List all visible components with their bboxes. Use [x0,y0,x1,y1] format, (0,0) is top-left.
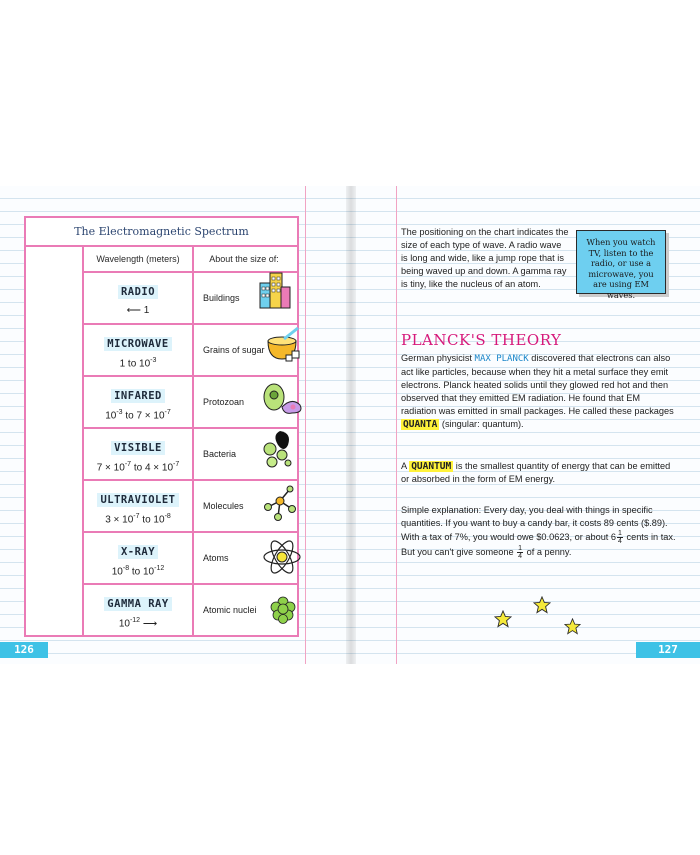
wave-name: MICROWAVE [104,337,171,351]
wavelength-range: $7 \times 10^{-7}$ to $4 \times 10^{-7}$ [96,461,180,474]
wave-name: GAMMA RAY [104,597,171,611]
fraction-numerator: 1 [518,545,523,552]
size-comparison: Buildings [203,293,240,303]
wavelength-header: Wavelength (meters) [96,254,180,264]
wavelength-range: ⟵ 1 [126,305,150,316]
atomic-nucleus-icon [268,595,298,630]
tv-callout-box: When you watch TV, listen to the radio, or use a microwave, you are using EM waves. [576,230,666,294]
table-divider [82,531,297,533]
max-planck-name: MAX PLANCK [474,354,529,364]
text-span: cents in tax. But you can't give someone [401,531,676,557]
fraction-one-quarter [517,545,523,560]
wavelength-range: $10^{-3}$ to $7 \times 10^{-7}$ [105,409,171,422]
size-comparison: Atoms [203,553,229,563]
book-spread [0,186,700,664]
intro-paragraph: The positioning on the chart indicates the size of each type of wave. A radio wave is long and wide, like a jump rope that is being waved up and down. A gamma ray is tiny, like the nucleus of an atom. [401,227,569,289]
bacteria-icon [262,429,296,474]
buildings-icon [258,269,292,314]
wave-band [84,282,192,316]
star-icon [533,596,551,614]
protozoan-icon [260,379,304,422]
quanta-highlight: QUANTA [403,419,438,430]
page-number-left: 126 [0,642,48,658]
wave-band [84,490,192,525]
wavelength-range: $3 \times 10^{-7}$ to $10^{-8}$ [105,513,171,526]
size-comparison: Bacteria [203,449,237,459]
page-number-right: 127 [636,642,700,658]
table-divider [82,479,297,481]
wave-band [84,386,192,421]
wavelength-range: 1 to $10^{-3}$ [119,357,157,370]
text-span: is the smallest quantity of energy that can be emitted or absorbed in the form of EM energy. [401,461,671,484]
text-span: discovered that electrons can also act like particles, because when they hit a metal surface they emit electrons. Planck heated solids until they glowed red hot and then observed that they emitted EM radiation. He found that EM radiation was emitted in small packages. He called these packages [401,353,674,416]
fraction-denominator: 4 [518,553,523,560]
wave-band [84,438,192,473]
table-divider [192,245,194,635]
text-span: (singular: quantum). [439,419,524,429]
wave-band [84,594,192,629]
wave-name: INFARED [111,389,165,403]
molecule-icon [260,483,300,528]
table-divider [82,583,297,585]
wave-name: RADIO [118,285,158,299]
margin-line [305,186,306,664]
wave-band [84,334,192,369]
wave-name: VISIBLE [111,441,165,455]
table-title: The Electromagnetic Spectrum [26,218,297,247]
book-gutter [346,186,356,664]
size-comparison: Molecules [203,501,244,511]
text-span: of a penny. [524,546,572,557]
fraction-one-quarter [617,530,623,545]
spectrum-table [24,216,299,637]
star-icon [494,610,512,628]
fraction-numerator: 1 [618,530,622,537]
table-divider [82,375,297,377]
wave-band [84,542,192,577]
text-span: Simple explanation: Every day, you deal with things in specific quantities. If you want to buy a candy bar, it costs 89 cents ($.89). With a tax of 7%, you would owe $0.0623, or about 6 [401,505,668,542]
size-comparison: Atomic nuclei [203,605,257,615]
text-span: German physicist [401,353,475,363]
sugar-bowl-icon [262,325,304,370]
size-comparison: Protozoan [203,397,245,407]
wavelength-range: $10^{-12}$ ⟶ [118,617,158,630]
simple-explanation [401,504,677,560]
wave-name: ULTRAVIOLET [97,493,178,507]
atom-icon [262,537,302,582]
section-heading: PLANCK'S THEORY [401,331,562,349]
star-icon [564,618,581,635]
quantum-definition [401,460,677,486]
size-header: About the size of: [209,254,279,264]
margin-line [396,186,397,664]
planck-paragraph [401,352,677,431]
text-span: A [401,461,410,471]
quantum-highlight: QUANTUM [411,461,452,472]
size-comparison: Grains of sugar [203,345,265,355]
wavelength-range: $10^{-8}$ to $10^{-12}$ [111,565,165,578]
wave-name: X-RAY [118,545,158,559]
fraction-denominator: 4 [618,538,622,545]
